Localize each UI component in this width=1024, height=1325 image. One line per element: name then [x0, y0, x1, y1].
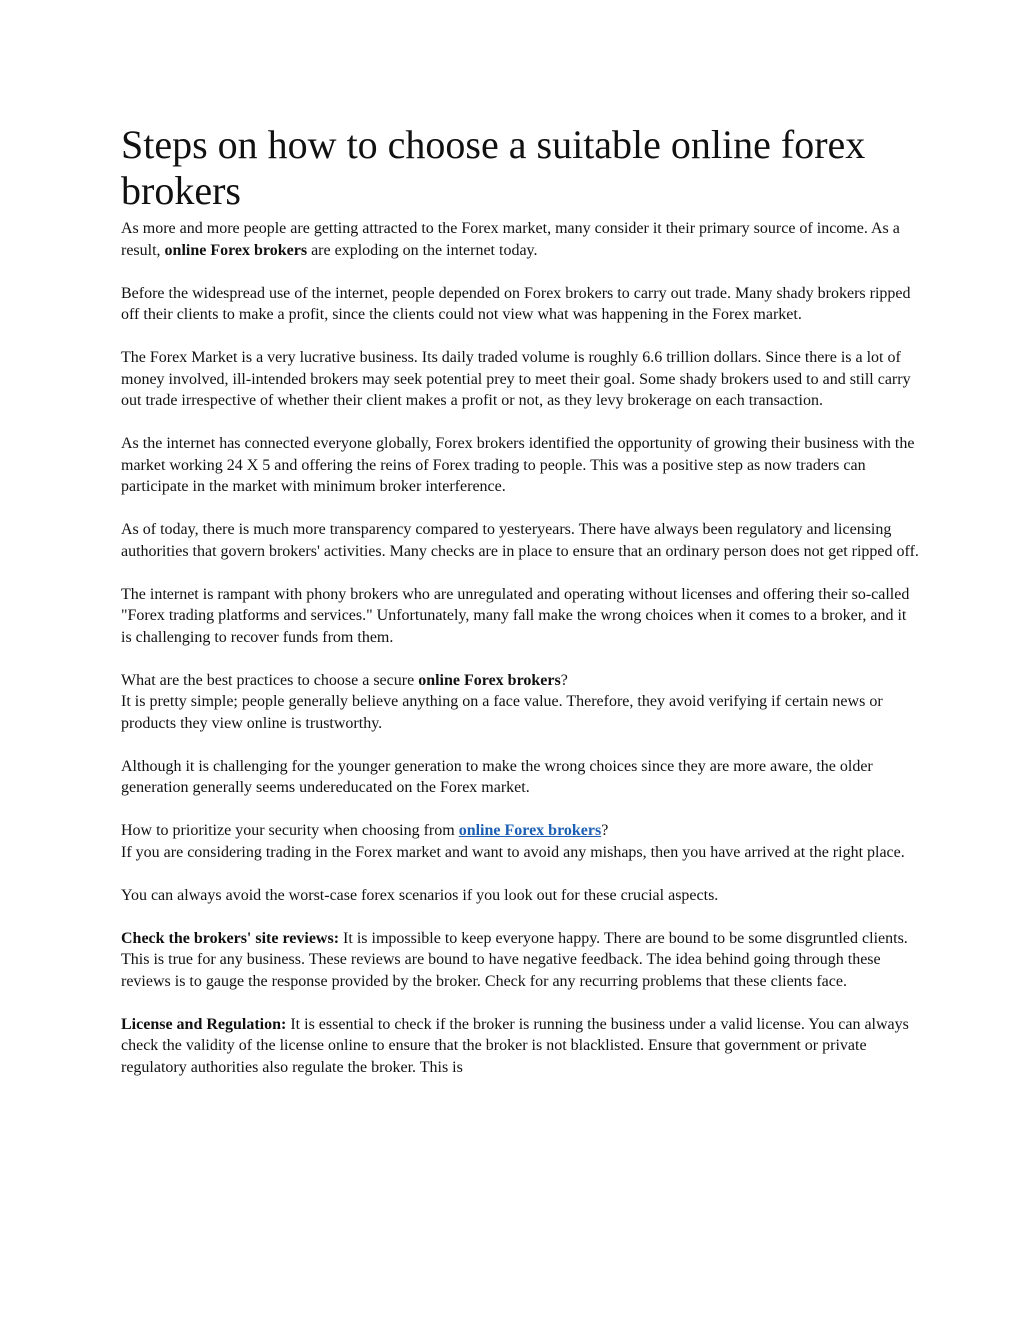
bold-phrase: online Forex brokers	[418, 671, 561, 689]
paragraph-license	[121, 1014, 921, 1079]
text-span: ?	[560, 671, 568, 689]
paragraph-internet: As the internet has connected everyone globally, Forex brokers identified the opportunity of growing their business with the market working 24 X 5 and offering the reins of Forex trading to people. This was a positive step as now traders can participate in the market with minimum broker interference.	[121, 435, 915, 495]
online-forex-brokers-link[interactable]: online Forex brokers	[458, 822, 602, 839]
text-span: It is impossible to keep everyone happy. There are bound to be some disgruntled clients. This is true for any business. These reviews are bound to have negative feedback. The idea behind going through these reviews is to gauge the response provided by the broker. Check for any recurring problems that these clients face.	[121, 929, 908, 990]
paragraph-lucrative: The Forex Market is a very lucrative business. Its daily traded volume is roughly 6.6 trillion dollars. Since there is a lot of money involved, ill-intended brokers may seek potential prey to meet their goal. Some shady brokers used to and still carry out trade irrespective of whether their client makes a profit or not, as they levy brokerage on each transaction.	[121, 349, 911, 409]
bold-label: Check the brokers' site reviews:	[121, 929, 340, 947]
text-span: How to prioritize your security when choosing from	[121, 822, 459, 839]
paragraph-phony-brokers: The internet is rampant with phony brokers who are unregulated and operating without licenses and offering their so-called "Forex trading platforms and services." Unfortunately, many fall make the wrong choices when it comes to a broker, and it is challenging to recover funds from them.	[121, 585, 910, 646]
text-span: ?	[601, 822, 609, 839]
text-span: What are the best practices to choose a secure	[121, 671, 419, 689]
text-span: are exploding on the internet today.	[307, 241, 538, 259]
paragraph-aspects: You can always avoid the worst-case forex scenarios if you look out for these crucial aspects.	[121, 886, 719, 904]
paragraph-security	[121, 820, 921, 863]
paragraph-intro	[121, 218, 921, 261]
paragraph-generations: Although it is challenging for the younger generation to make the wrong choices since they are more aware, the older generation generally seems undereducated on the Forex market.	[121, 757, 873, 796]
text-span: If you are considering trading in the Forex market and want to avoid any mishaps, then you have arrived at the right place.	[121, 843, 905, 861]
text-span: As more and more people are getting attracted to the Forex market, many consider it their primary source of income. As a result,	[121, 220, 900, 259]
bold-label: License and Regulation:	[121, 1015, 287, 1033]
text-span: It is pretty simple; people generally believe anything on a face value. Therefore, they avoid verifying if certain news or products they view online is trustworthy.	[121, 693, 883, 732]
document-page	[121, 122, 921, 1100]
text-span: It is essential to check if the broker is running the business under a valid license. You can always check the validity of the license online to ensure that the broker is not blacklisted. Ensure that government or private regulatory authorities also regulate the broker. This is	[121, 1015, 909, 1076]
paragraph-site-reviews	[121, 928, 921, 993]
paragraph-history: Before the widespread use of the internet, people depended on Forex brokers to carry out trade. Many shady brokers ripped off their clients to make a profit, since the clients could not view what was happening in the Forex market.	[121, 284, 911, 323]
bold-phrase: online Forex brokers	[164, 241, 308, 259]
page-title: Steps on how to choose a suitable online forex brokers	[121, 122, 866, 213]
paragraph-transparency: As of today, there is much more transparency compared to yesteryears. There have always been regulatory and licensing authorities that govern brokers' activities. Many checks are in place to ensure that an ordinary person does not get ripped off.	[121, 521, 919, 560]
paragraph-best-practices	[121, 670, 921, 735]
